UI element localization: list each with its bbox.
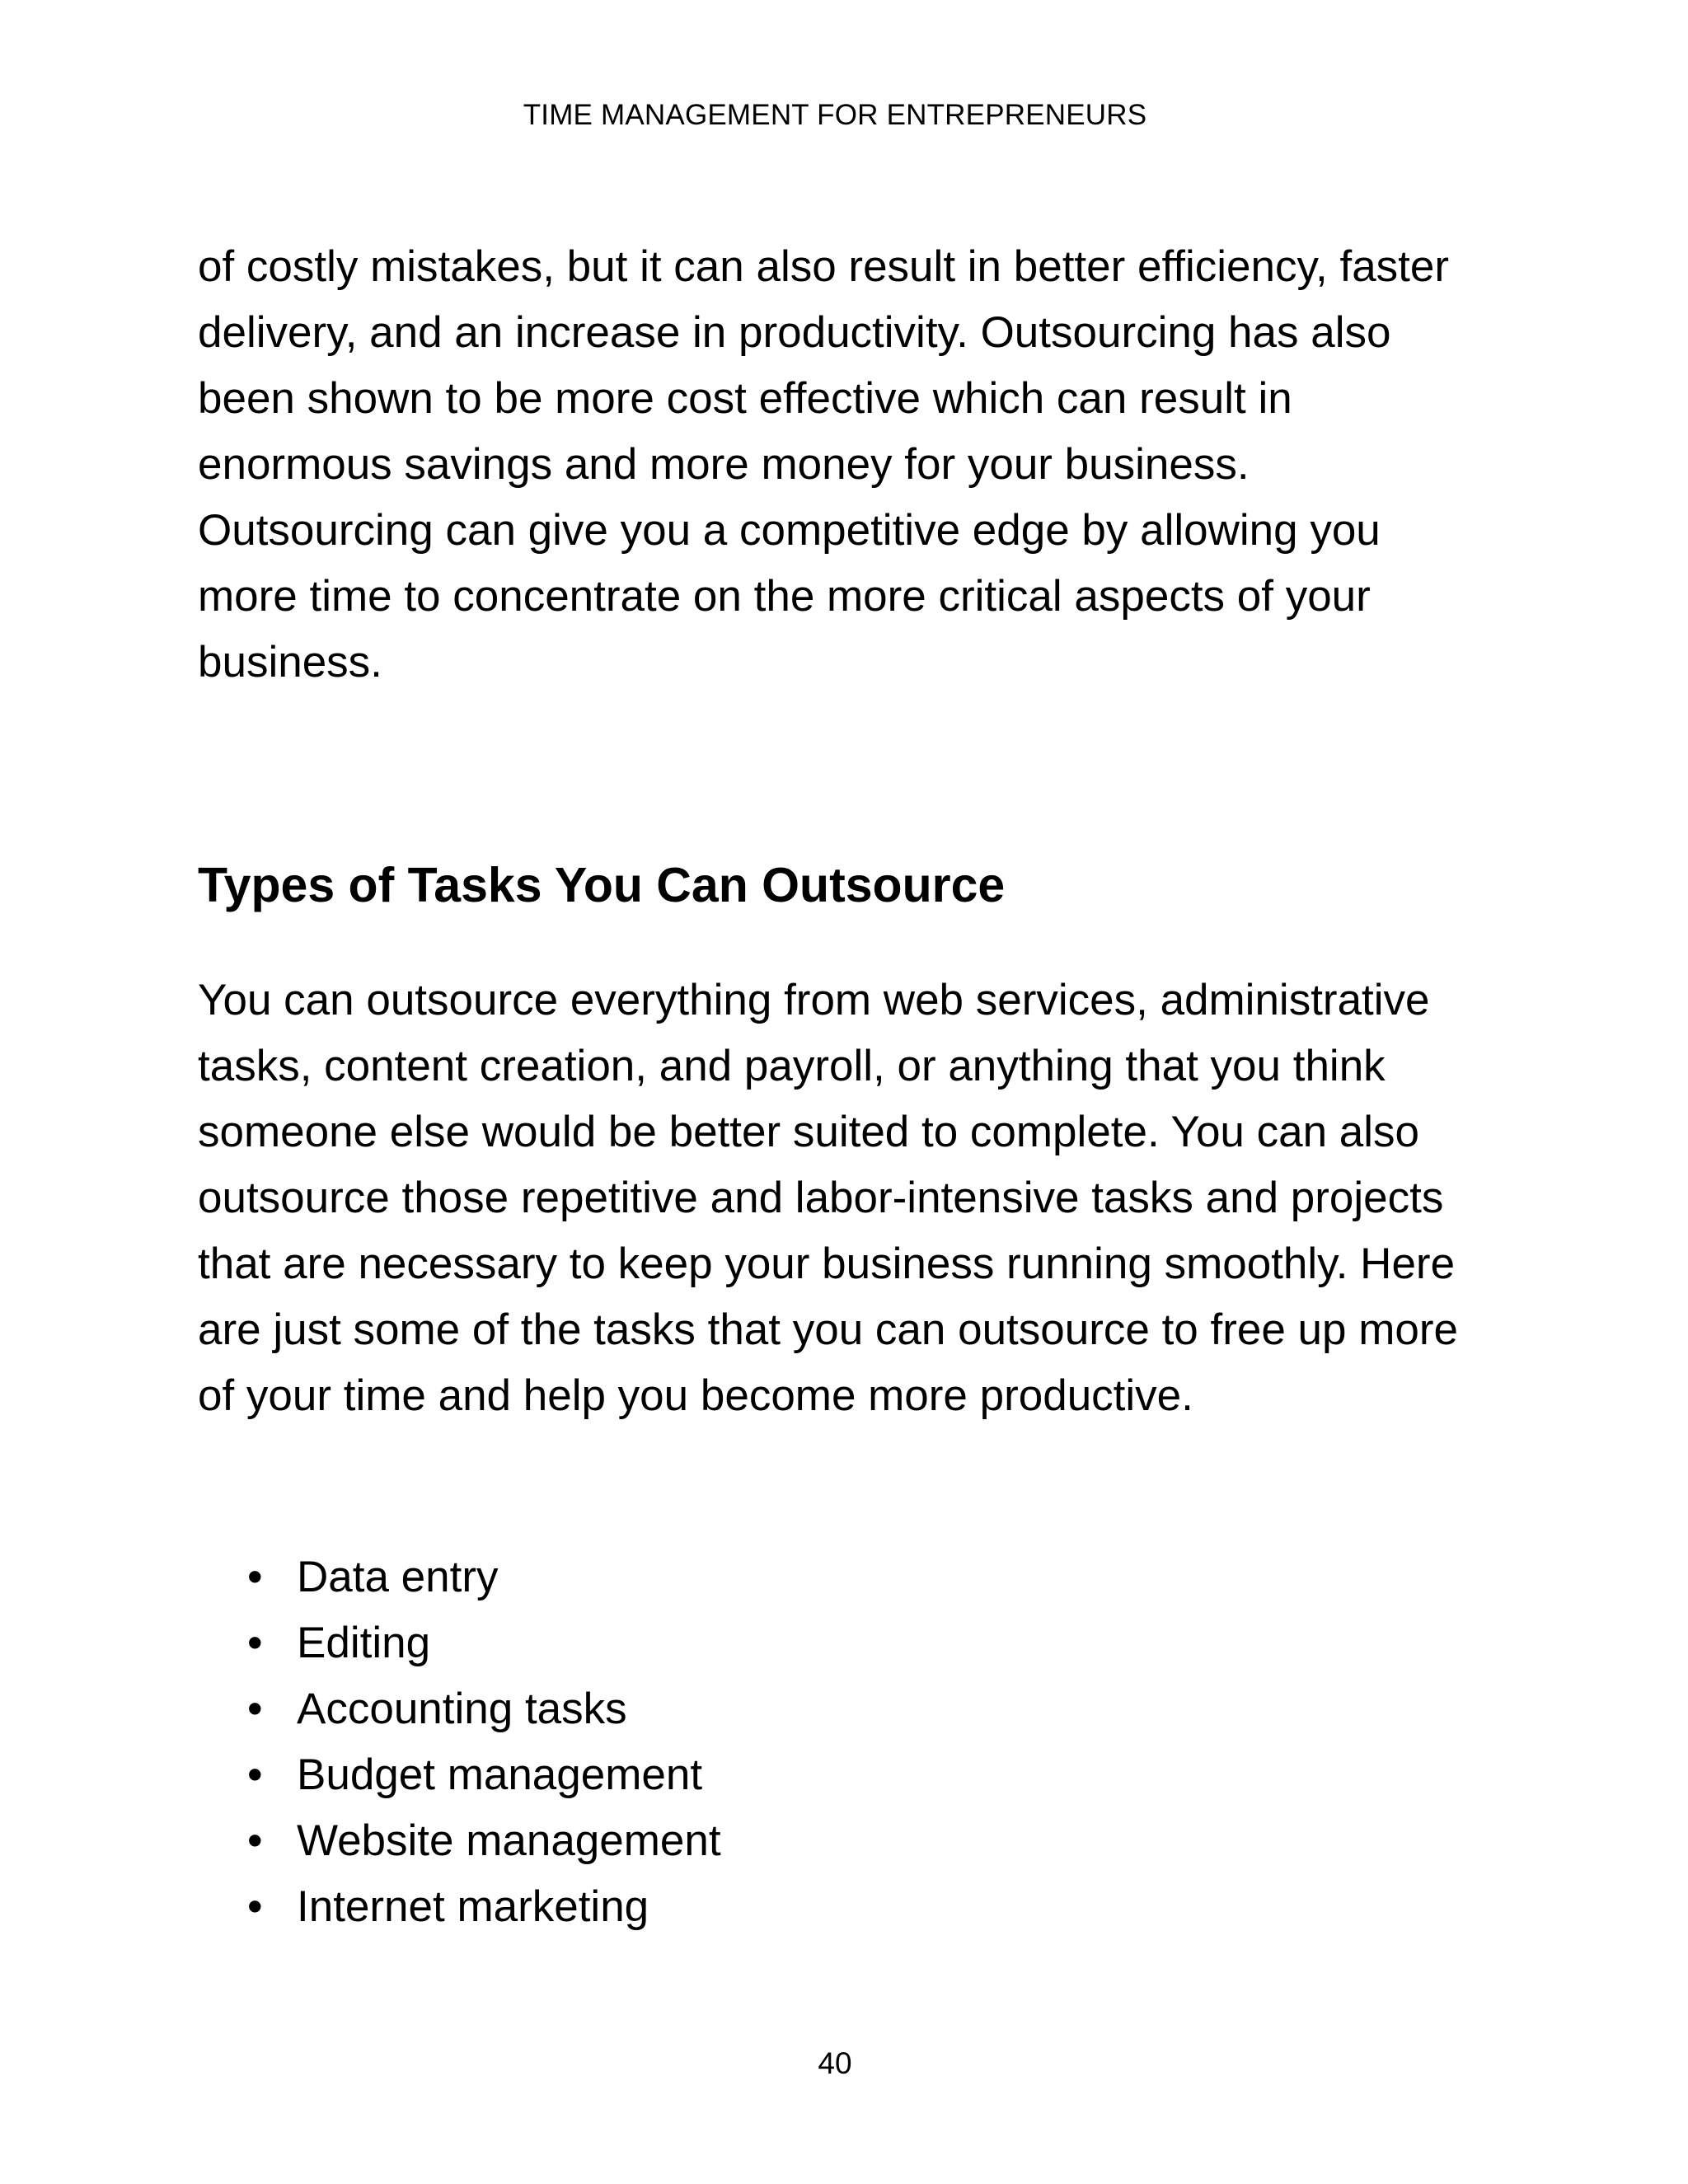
paragraph-line: business. <box>198 638 382 687</box>
page-number: 40 <box>818 2046 852 2080</box>
list-item <box>198 1742 721 1808</box>
task-bullet-list <box>198 1544 721 1940</box>
paragraph-line: someone else would be better suited to complete. You can also <box>198 1108 1420 1156</box>
paragraph-line: been shown to be more cost effective which can result in <box>198 374 1292 423</box>
paragraph-line: delivery, and an increase in productivity. Outsourcing has also <box>198 308 1391 357</box>
paragraph-line: Outsourcing can give you a competitive edge by allowing you <box>198 506 1381 555</box>
list-item-label: Website management <box>297 1816 721 1865</box>
paragraph-line: tasks, content creation, and payroll, or anything that you think <box>198 1042 1386 1090</box>
list-item <box>198 1610 721 1676</box>
body-paragraph <box>198 968 1517 1429</box>
paragraph-line: You can outsource everything from web services, administrative <box>198 976 1430 1024</box>
bullet-icon: • <box>247 1816 263 1865</box>
list-item <box>198 1874 721 1940</box>
bullet-icon: • <box>247 1619 263 1667</box>
paragraph-line: are just some of the tasks that you can outsource to free up more <box>198 1305 1458 1354</box>
paragraph-line: of costly mistakes, but it can also result in better efficiency, faster <box>198 242 1450 291</box>
bullet-icon: • <box>247 1882 263 1931</box>
list-item-label: Data entry <box>297 1553 499 1601</box>
list-item <box>198 1544 721 1610</box>
paragraph-line: more time to concentrate on the more critical aspects of your <box>198 572 1371 621</box>
paragraph-line: enormous savings and more money for your business. <box>198 440 1250 489</box>
bullet-icon: • <box>247 1685 263 1733</box>
body-paragraph-continued <box>198 234 1517 696</box>
list-item-label: Accounting tasks <box>297 1685 627 1733</box>
paragraph-line: outsource those repetitive and labor-intensive tasks and projects <box>198 1174 1444 1222</box>
list-item <box>198 1676 721 1742</box>
list-item-label: Internet marketing <box>297 1882 649 1931</box>
list-item <box>198 1808 721 1874</box>
list-item-label: Editing <box>297 1619 431 1667</box>
running-header: TIME MANAGEMENT FOR ENTREPRENEURS <box>523 99 1147 131</box>
bullet-icon: • <box>247 1750 263 1799</box>
bullet-icon: • <box>247 1553 263 1601</box>
paragraph-line: that are necessary to keep your business running smoothly. Here <box>198 1240 1456 1288</box>
paragraph-line: of your time and help you become more productive. <box>198 1371 1193 1420</box>
section-heading: Types of Tasks You Can Outsource <box>198 858 1006 912</box>
list-item-label: Budget management <box>297 1750 703 1799</box>
